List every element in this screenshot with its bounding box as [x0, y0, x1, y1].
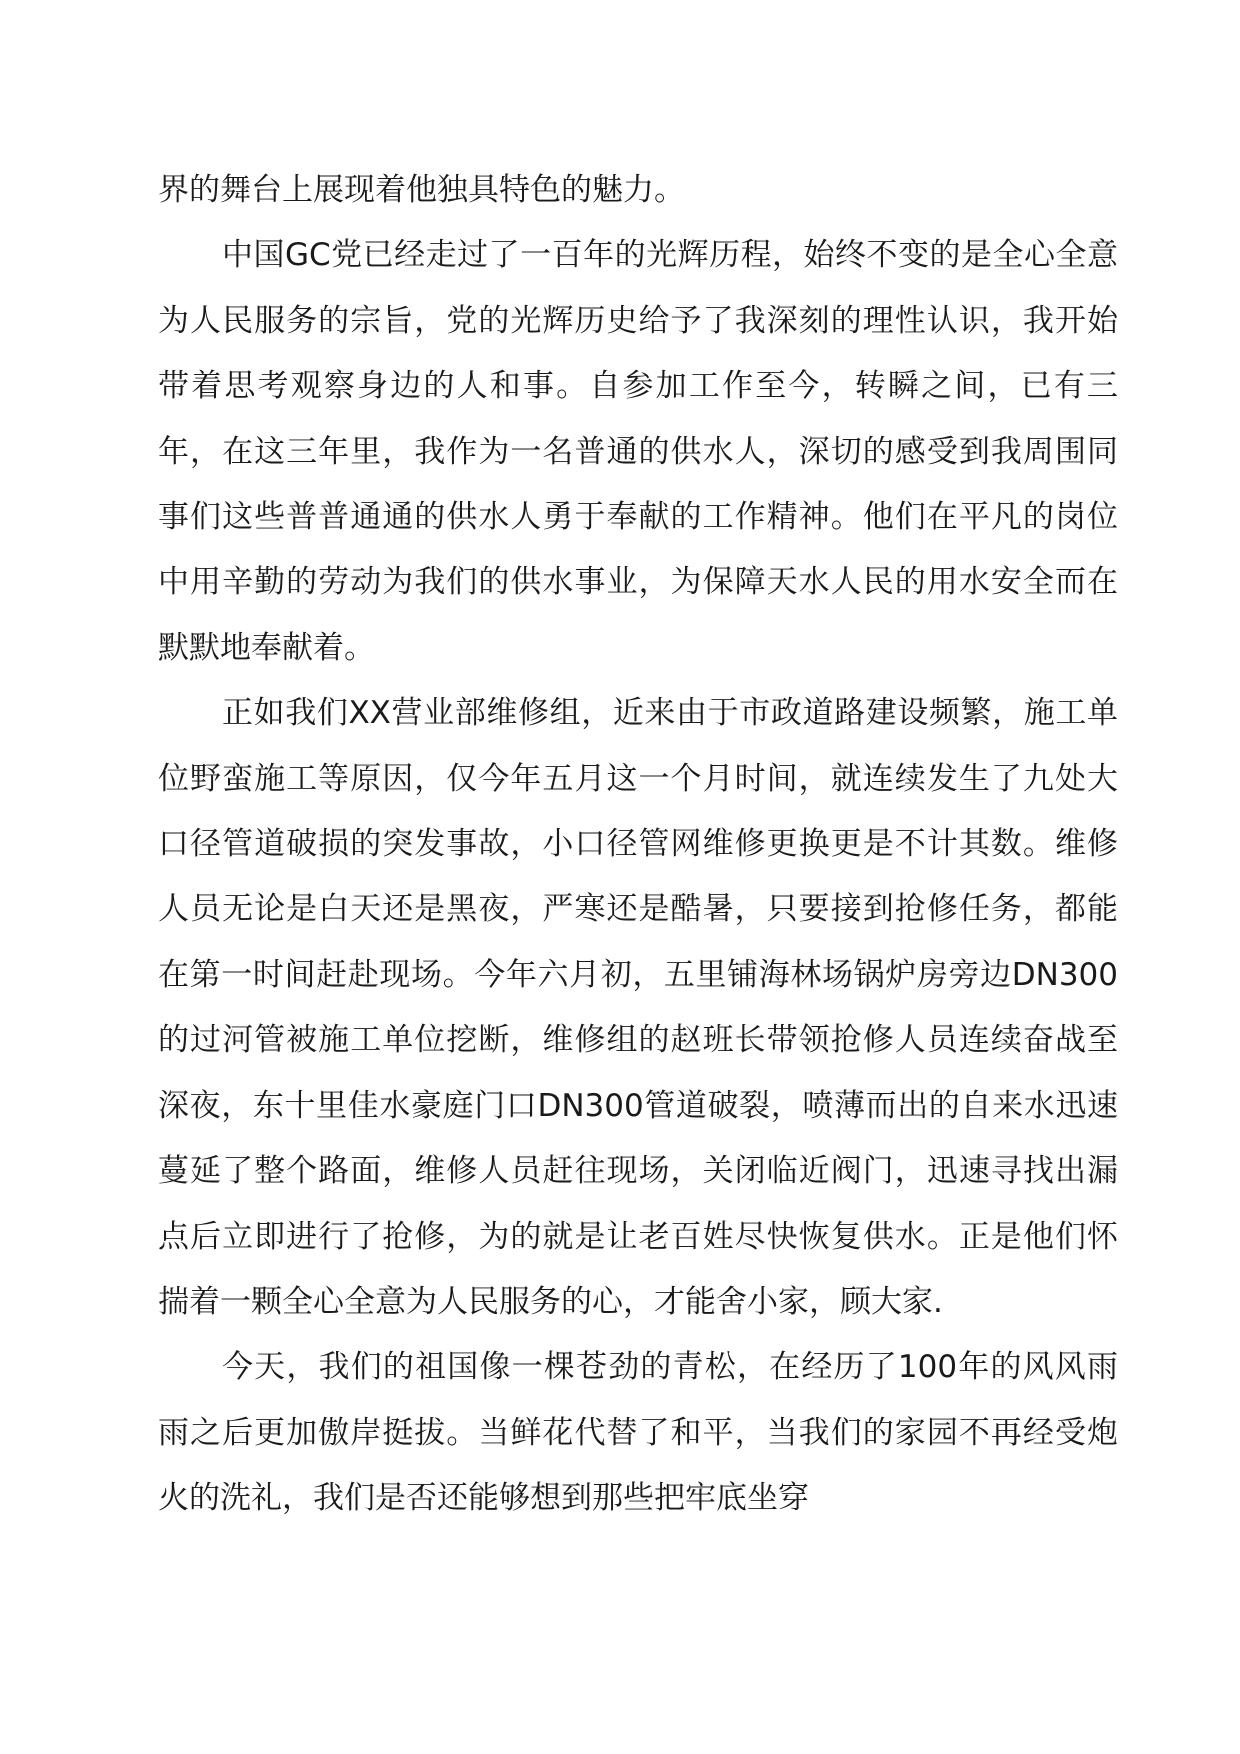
paragraph-1: 界的舞台上展现着他独具特色的魅力。	[158, 172, 685, 208]
document-body	[158, 158, 1118, 1532]
paragraph-4: 今天，我们的祖国像一棵苍劲的青松，在经历了100年的风风雨雨之后更加傲岸挺拔。当鲜花代替了和平，当我们的家园不再经受炮火的洗礼，我们是否还能够想到那些把牢底坐穿	[158, 1349, 1118, 1517]
paragraph-3: 正如我们XX营业部维修组，近来由于市政道路建设频繁，施工单位野蛮施工等原因，仅今年五月这一个月时间，就连续发生了九处大口径管道破损的突发事故，小口径管网维修更换更是不计其数。维修人员无论是白天还是黑夜，严寒还是酷暑，只要接到抢修任务，都能在第一时间赶赴现场。今年六月初，五里铺海林场锅炉房旁边DN300的过河管被施工单位挖断，维修组的赵班长带领抢修人员连续奋战至深夜，东十里佳水豪庭门口DN300管道破裂，喷薄而出的自来水迅速蔓延了整个路面，维修人员赶往现场，关闭临近阀门，迅速寻找出漏点后立即进行了抢修，为的就是让老百姓尽快恢复供水。正是他们怀揣着一颗全心全意为人民服务的心，才能舍小家，顾大家.	[158, 695, 1118, 1320]
paragraph-2: 中国GC党已经走过了一百年的光辉历程，始终不变的是全心全意为人民服务的宗旨，党的光辉历史给予了我深刻的理性认识，我开始带着思考观察身边的人和事。自参加工作至今，转瞬之间，已有三年，在这三年里，我作为一名普通的供水人，深切的感受到我周围同事们这些普普通通的供水人勇于奉献的工作精神。他们在平凡的岗位中用辛勤的劳动为我们的供水事业，为保障天水人民的用水安全而在默默地奉献着。	[158, 237, 1118, 666]
